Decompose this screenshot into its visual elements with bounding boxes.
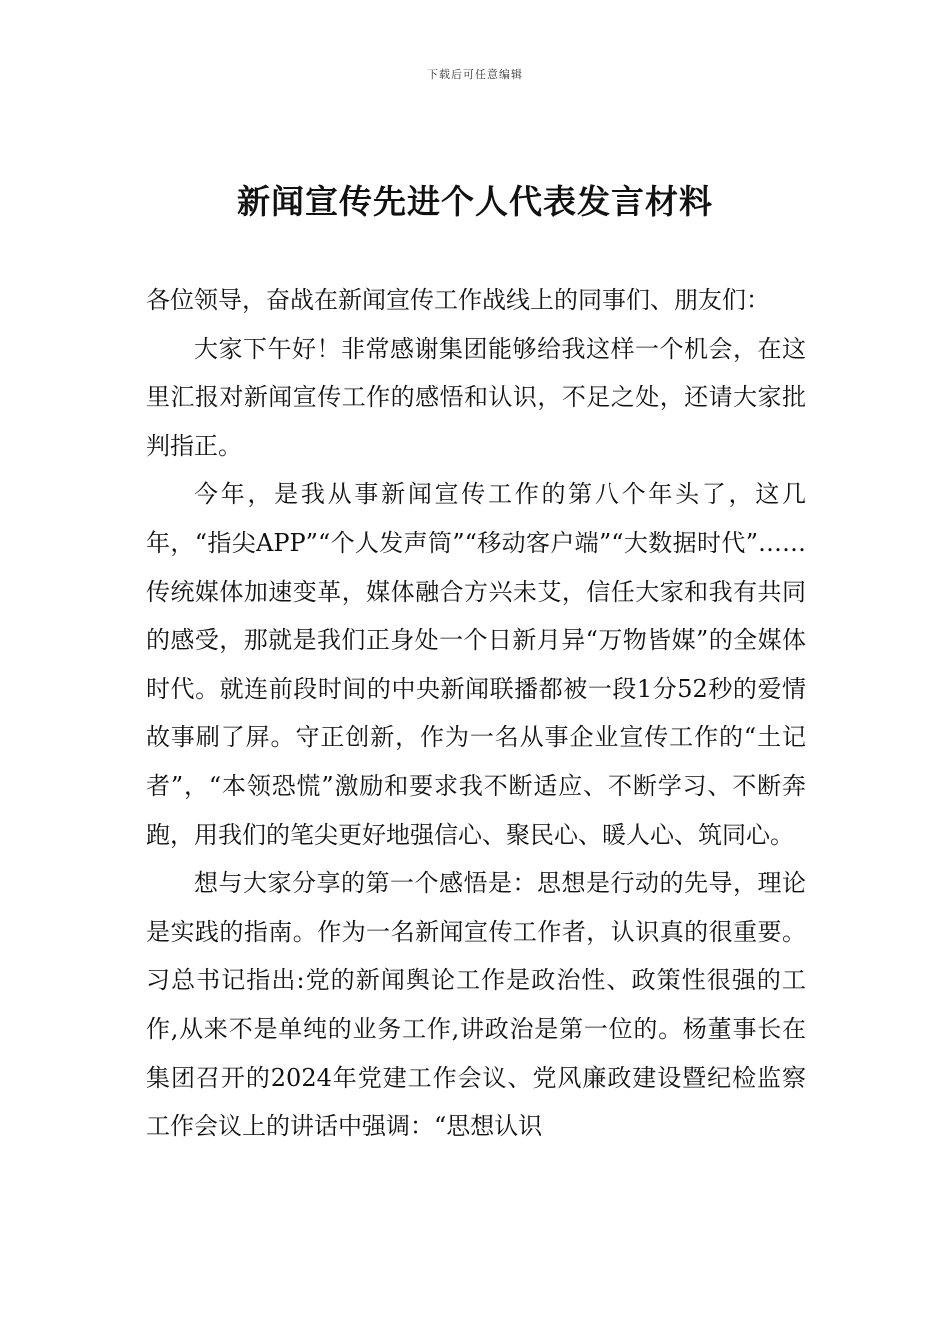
document-title: 新闻宣传先进个人代表发言材料	[237, 182, 713, 221]
paragraph-greeting: 大家下午好！非常感谢集团能够给我这样一个机会，在这里汇报对新闻宣传工作的感悟和认识，不足之处，还请大家批判指正。	[146, 334, 806, 460]
header-note: 下载后可任意编辑	[427, 68, 523, 81]
paragraph-media-era: 今年，是我从事新闻宣传工作的第八个年头了，这几年，“指尖APP”“个人发声筒”“移动客户端”“大数据时代”……传统媒体加速变革，媒体融合方兴未艾，信任大家和我有共同的感受，那就是我们正身处一个日新月异“万物皆媒”的全媒体时代。就连前段时间的中央新闻联播都被一段1分52秒的爱情故事刷了屏。守正创新，作为一名从事企业宣传工作的“土记者”，“本领恐慌”激励和要求我不断适应、不断学习、不断奔跑，用我们的笔尖更好地强信心、聚民心、暖人心、筑同心。	[146, 480, 806, 849]
document-body	[146, 276, 806, 1151]
paragraph-first-insight: 想与大家分享的第一个感悟是：思想是行动的先导，理论是实践的指南。作为一名新闻宣传工作者，认识真的很重要。习总书记指出:党的新闻舆论工作是政治性、政策性很强的工作,从来不是单纯的业务工作,讲政治是第一位的。杨董事长在集团召开的2024年党建工作会议、党风廉政建设暨纪检监察工作会议上的讲话中强调：“思想认识	[146, 869, 806, 1141]
salutation: 各位领导，奋战在新闻宣传工作战线上的同事们、朋友们：	[146, 286, 770, 314]
